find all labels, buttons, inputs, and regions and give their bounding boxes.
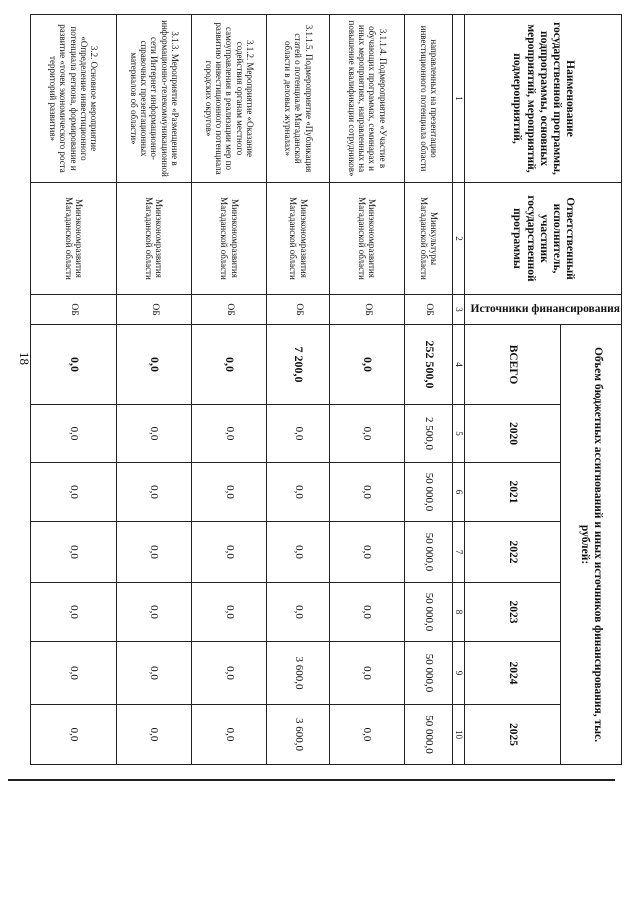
row-value-2021: 0,0 — [116, 463, 191, 522]
header-year-total: ВСЕГО — [465, 325, 561, 405]
header-year-2023: 2023 — [465, 583, 561, 642]
row-total: 7 200,0 — [267, 325, 330, 405]
row-name: направленных на презентацию инвестиционного потенциала области — [405, 15, 453, 183]
row-value-2022: 0,0 — [116, 522, 191, 583]
column-number: 2 — [453, 183, 465, 295]
row-value-2025: 0,0 — [31, 705, 117, 765]
row-responsible: Минкультуры Магаданской области — [405, 183, 453, 295]
header-row-1 — [560, 15, 621, 765]
column-number: 1 — [453, 15, 465, 183]
row-value-2023: 0,0 — [116, 583, 191, 642]
row-value-2020: 0,0 — [330, 405, 405, 463]
row-value-2023: 0,0 — [192, 583, 267, 642]
row-value-2021: 0,0 — [31, 463, 117, 522]
row-total: 0,0 — [31, 325, 117, 405]
table-row — [330, 15, 405, 765]
header-year-2025: 2025 — [465, 705, 561, 765]
column-number: 3 — [453, 295, 465, 325]
header-source — [465, 295, 622, 325]
row-value-2025: 3 600,0 — [267, 705, 330, 765]
page-bottom-rule — [8, 779, 615, 781]
row-responsible: Минэкономразвития Магаданской области — [31, 183, 117, 295]
row-value-2021: 50 000,0 — [405, 463, 453, 522]
row-name: 3.1.2. Мероприятие «Оказание содействия органам местного самоуправления в реализации мер по развитию инвестиционного потенциала городских округов» — [192, 15, 267, 183]
header-year-2024: 2024 — [465, 642, 561, 705]
row-value-2020: 0,0 — [192, 405, 267, 463]
row-value-2025: 50 000,0 — [405, 705, 453, 765]
financing-table — [30, 14, 622, 765]
row-value-2024: 0,0 — [192, 642, 267, 705]
row-value-2024: 0,0 — [31, 642, 117, 705]
row-value-2020: 0,0 — [116, 405, 191, 463]
row-value-2022: 50 000,0 — [405, 522, 453, 583]
column-number: 8 — [453, 583, 465, 642]
row-total: 0,0 — [116, 325, 191, 405]
row-value-2022: 0,0 — [31, 522, 117, 583]
page-number: 18 — [17, 352, 32, 365]
row-responsible: Минэкономразвития Магаданской области — [116, 183, 191, 295]
row-name: 3.2. Основное мероприятие «Определение инвестиционного потенциала региона, формирование и развитие «точек экономического роста территорий развития» — [31, 15, 117, 183]
row-value-2020: 0,0 — [267, 405, 330, 463]
row-responsible: Минэкономразвития Магаданской области — [267, 183, 330, 295]
column-number: 7 — [453, 522, 465, 583]
financing-table-container — [48, 14, 622, 764]
row-source: ОБ — [116, 295, 191, 325]
row-name: 3.1.1.4. Подмероприятие «Участие в обучающих программах, семинарах и иных мероприятиях, направленных на повышение квалификации сотрудников» — [330, 15, 405, 183]
row-value-2024: 3 600,0 — [267, 642, 330, 705]
header-year-2020: 2020 — [465, 405, 561, 463]
row-value-2025: 0,0 — [116, 705, 191, 765]
column-number: 10 — [453, 705, 465, 765]
column-number: 9 — [453, 642, 465, 705]
row-name: 3.1.3. Мероприятие «Размещение в информационно-телекоммуникационной сети Интернет информационно-справочных презентационных материалов об области» — [116, 15, 191, 183]
row-value-2023: 0,0 — [330, 583, 405, 642]
header-volume: Объем бюджетных ассигнований и иных источников финансирования, тыс. рублей: — [560, 325, 621, 765]
row-source: ОБ — [192, 295, 267, 325]
row-value-2024: 0,0 — [330, 642, 405, 705]
row-value-2020: 2 500,0 — [405, 405, 453, 463]
row-value-2025: 0,0 — [330, 705, 405, 765]
row-source: ОБ — [31, 295, 117, 325]
table-row — [192, 15, 267, 765]
row-responsible: Минэкономразвития Магаданской области — [192, 183, 267, 295]
row-total: 0,0 — [192, 325, 267, 405]
row-name: 3.1.1.5. Подмероприятие «Публикация статей о потенциале Магаданской области в деловых журналах» — [267, 15, 330, 183]
row-value-2021: 0,0 — [192, 463, 267, 522]
row-value-2024: 0,0 — [116, 642, 191, 705]
row-value-2022: 0,0 — [330, 522, 405, 583]
row-responsible: Минэкономразвития Магаданской области — [330, 183, 405, 295]
row-value-2020: 0,0 — [31, 405, 117, 463]
row-value-2022: 0,0 — [267, 522, 330, 583]
column-number: 4 — [453, 325, 465, 405]
table-row — [116, 15, 191, 765]
column-number-row — [453, 15, 465, 765]
row-value-2025: 0,0 — [192, 705, 267, 765]
row-total: 0,0 — [330, 325, 405, 405]
row-source: ОБ — [330, 295, 405, 325]
row-source: ОБ — [405, 295, 453, 325]
table-row — [267, 15, 330, 765]
header-responsible: Ответственный исполнитель, участник государственной программы — [465, 183, 622, 295]
table-row — [405, 15, 453, 765]
rotated-table-frame — [48, 14, 622, 764]
header-year-2022: 2022 — [465, 522, 561, 583]
row-total: 252 500,0 — [405, 325, 453, 405]
column-number: 6 — [453, 463, 465, 522]
row-value-2023: 0,0 — [267, 583, 330, 642]
header-source-text: Источники финансирования — [470, 302, 620, 315]
row-source: ОБ — [267, 295, 330, 325]
row-value-2023: 50 000,0 — [405, 583, 453, 642]
header-year-2021: 2021 — [465, 463, 561, 522]
header-name: Наименование государственной программы, подпрограммы, основных мероприятий, мероприятий, подмероприятий, — [465, 15, 622, 183]
row-value-2023: 0,0 — [31, 583, 117, 642]
row-value-2022: 0,0 — [192, 522, 267, 583]
row-value-2021: 0,0 — [330, 463, 405, 522]
column-number: 5 — [453, 405, 465, 463]
row-value-2024: 50 000,0 — [405, 642, 453, 705]
row-value-2021: 0,0 — [267, 463, 330, 522]
table-row — [31, 15, 117, 765]
